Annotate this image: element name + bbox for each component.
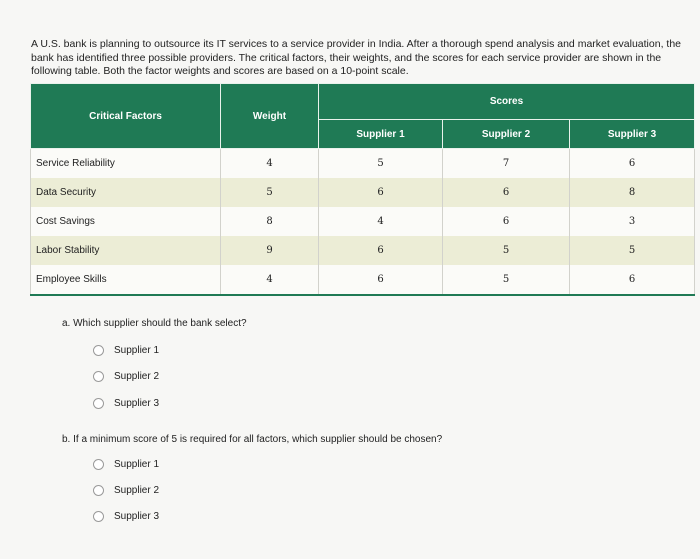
question-b-option-supplier-1[interactable] bbox=[93, 459, 159, 470]
scores-table bbox=[30, 83, 695, 296]
supplier-2-score: 6 bbox=[443, 207, 570, 236]
supplier-1-score: 4 bbox=[319, 207, 443, 236]
supplier-2-score: 6 bbox=[443, 178, 570, 207]
table-row bbox=[31, 149, 695, 179]
supplier-3-score: 3 bbox=[570, 207, 695, 236]
supplier-2-score: 5 bbox=[443, 236, 570, 265]
radio-button[interactable] bbox=[93, 371, 104, 382]
radio-button[interactable] bbox=[93, 485, 104, 496]
weight-cell: 8 bbox=[221, 207, 319, 236]
scores-table-container bbox=[30, 83, 694, 298]
table-row bbox=[31, 178, 695, 207]
header-weight: Weight bbox=[221, 84, 319, 149]
header-supplier-1: Supplier 1 bbox=[319, 120, 443, 149]
option-label: Supplier 1 bbox=[114, 459, 160, 470]
radio-button[interactable] bbox=[93, 511, 104, 522]
factor-cell: Employee Skills bbox=[31, 265, 221, 295]
header-supplier-2: Supplier 2 bbox=[443, 120, 570, 149]
problem-intro: A U.S. bank is planning to outsource its IT services to a service provider in India. After a thorough spend analysis and market evaluation, the bank has identified three possible providers. The critical factors, their weights, and the scores for each service provider are shown in the following table. Both the factor weights and scores are based on a 10-point scale. bbox=[31, 38, 682, 77]
factor-cell: Service Reliability bbox=[31, 149, 221, 179]
option-label: Supplier 3 bbox=[114, 398, 160, 409]
supplier-1-score: 6 bbox=[319, 178, 443, 207]
table-row bbox=[31, 236, 695, 265]
header-supplier-3: Supplier 3 bbox=[570, 120, 695, 149]
supplier-1-score: 5 bbox=[319, 149, 443, 179]
factor-cell: Data Security bbox=[31, 178, 221, 207]
supplier-3-score: 6 bbox=[570, 149, 695, 179]
option-label: Supplier 2 bbox=[114, 371, 160, 382]
question-a-option-supplier-3[interactable] bbox=[93, 398, 159, 409]
weight-cell: 9 bbox=[221, 236, 319, 265]
weight-cell: 4 bbox=[221, 149, 319, 179]
question-b-option-supplier-3[interactable] bbox=[93, 511, 159, 522]
table-row bbox=[31, 207, 695, 236]
supplier-2-score: 5 bbox=[443, 265, 570, 295]
header-scores: Scores bbox=[319, 84, 695, 120]
question-b: b. If a minimum score of 5 is required for all factors, which supplier should be chosen? bbox=[62, 434, 443, 445]
weight-cell: 4 bbox=[221, 265, 319, 295]
question-b-option-supplier-2[interactable] bbox=[93, 485, 159, 496]
factor-cell: Cost Savings bbox=[31, 207, 221, 236]
option-label: Supplier 3 bbox=[114, 511, 160, 522]
weight-cell: 5 bbox=[221, 178, 319, 207]
supplier-1-score: 6 bbox=[319, 236, 443, 265]
question-a-option-supplier-2[interactable] bbox=[93, 371, 159, 382]
radio-button[interactable] bbox=[93, 345, 104, 356]
supplier-1-score: 6 bbox=[319, 265, 443, 295]
supplier-3-score: 5 bbox=[570, 236, 695, 265]
radio-button[interactable] bbox=[93, 459, 104, 470]
supplier-2-score: 7 bbox=[443, 149, 570, 179]
option-label: Supplier 1 bbox=[114, 345, 160, 356]
option-label: Supplier 2 bbox=[114, 485, 160, 496]
supplier-3-score: 6 bbox=[570, 265, 695, 295]
supplier-3-score: 8 bbox=[570, 178, 695, 207]
table-row bbox=[31, 265, 695, 295]
radio-button[interactable] bbox=[93, 398, 104, 409]
factor-cell: Labor Stability bbox=[31, 236, 221, 265]
question-a-option-supplier-1[interactable] bbox=[93, 345, 159, 356]
question-a: a. Which supplier should the bank select? bbox=[62, 318, 247, 329]
header-critical-factors: Critical Factors bbox=[31, 84, 221, 149]
